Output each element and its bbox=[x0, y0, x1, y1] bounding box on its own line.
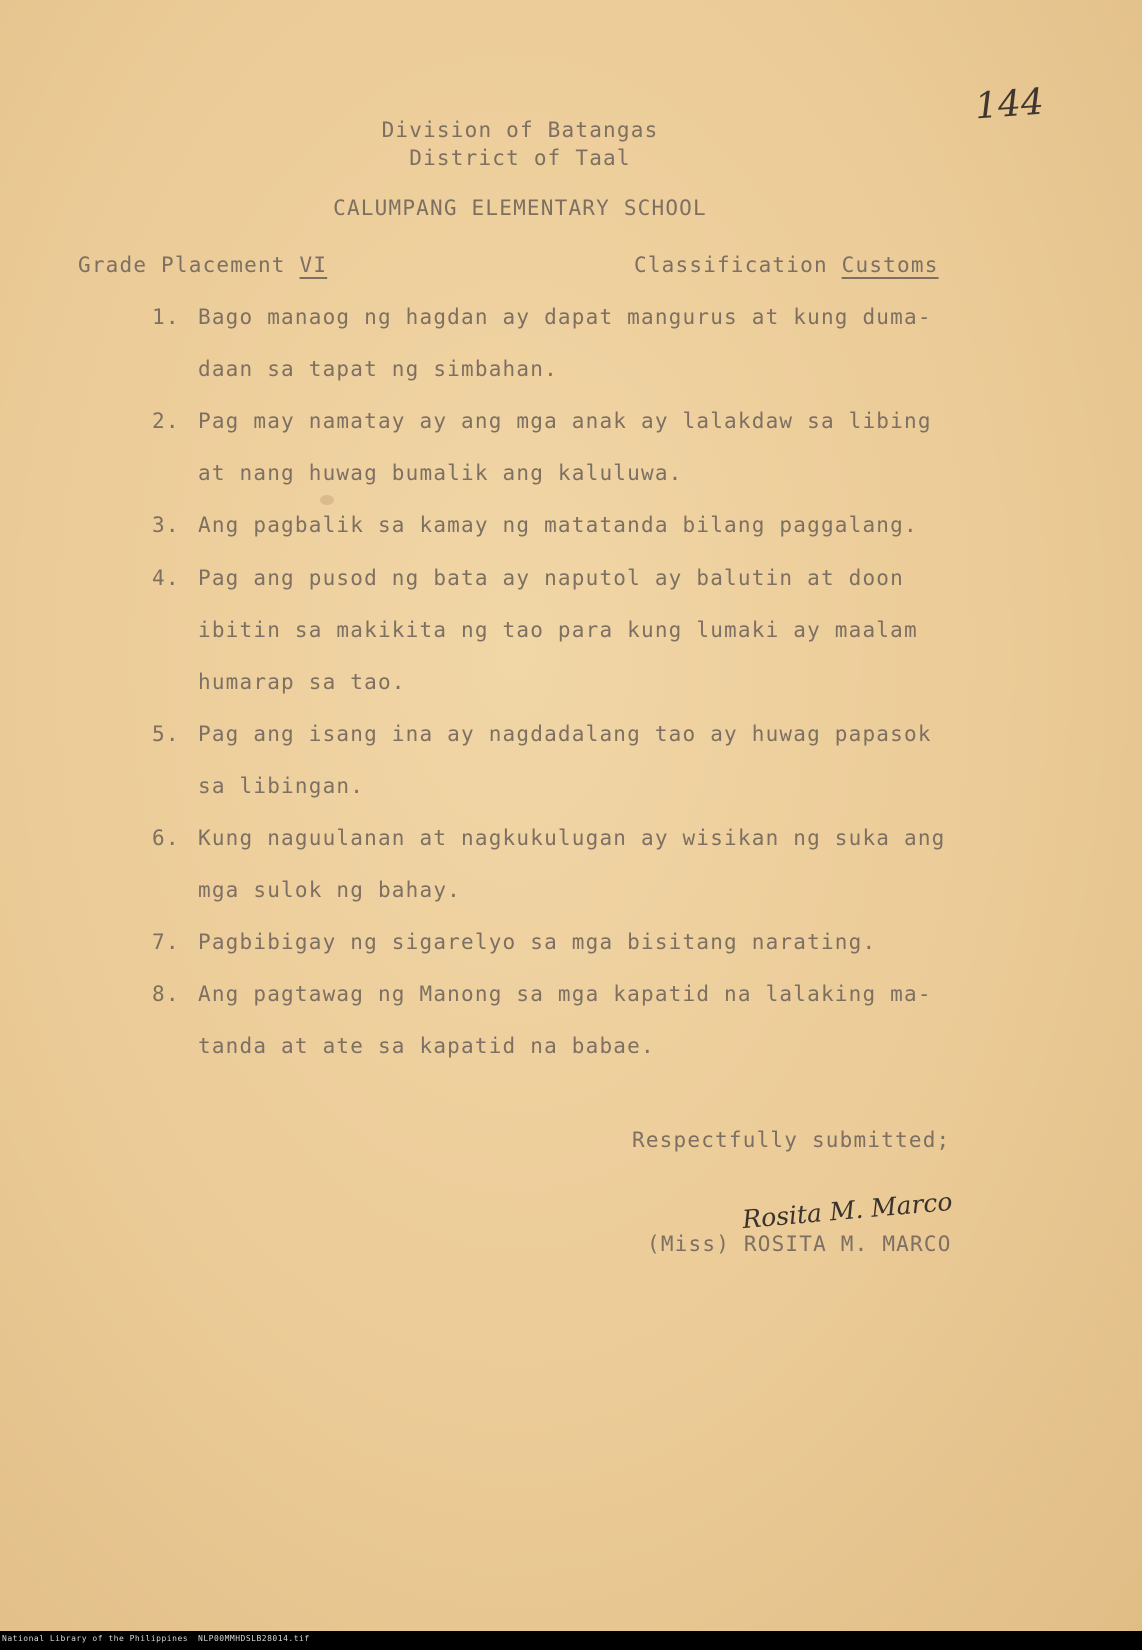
item-number: 2. bbox=[152, 409, 180, 433]
classification-value: Customs bbox=[841, 253, 939, 277]
item-line: at nang huwag bumalik ang kaluluwa. bbox=[198, 461, 683, 485]
footer-filename: NLP00MMHDSLB28014.tif bbox=[198, 1634, 310, 1643]
signature: Rosita M. Marco bbox=[741, 1186, 954, 1235]
item-line: Kung naguulanan at nagkukulugan ay wisikan ng suka ang bbox=[198, 826, 946, 850]
item-line: Pag ang isang ina ay nagdadalang tao ay huwag papasok bbox=[198, 722, 932, 746]
item-number: 8. bbox=[152, 982, 180, 1006]
footer-library: National Library of the Philippines bbox=[2, 1634, 189, 1643]
division-heading: Division of Batangas bbox=[381, 118, 659, 142]
item-line: sa libingan. bbox=[198, 774, 365, 798]
grade-value: VI bbox=[299, 253, 328, 277]
district-heading: District of Taal bbox=[409, 146, 631, 170]
item-number: 6. bbox=[152, 826, 180, 850]
item-line: Pagbibigay ng sigarelyo sa mga bisitang narating. bbox=[198, 930, 877, 954]
signatory-name: (Miss) ROSITA M. MARCO bbox=[647, 1232, 952, 1256]
school-heading: CALUMPANG ELEMENTARY SCHOOL bbox=[333, 196, 707, 220]
item-number: 4. bbox=[152, 566, 180, 590]
respectfully-submitted: Respectfully submitted; bbox=[632, 1128, 951, 1152]
item-number: 3. bbox=[152, 513, 180, 537]
grade-label: Grade Placement bbox=[78, 253, 286, 277]
item-line: Pag ang pusod ng bata ay naputol ay balutin at doon bbox=[198, 566, 904, 590]
item-line: daan sa tapat ng simbahan. bbox=[198, 357, 558, 381]
item-line: humarap sa tao. bbox=[198, 670, 406, 694]
page-number: 144 bbox=[973, 81, 1046, 128]
item-line: Bago manaog ng hagdan ay dapat mangurus at kung duma- bbox=[198, 305, 932, 329]
ink-smudge bbox=[320, 495, 334, 505]
item-number: 7. bbox=[152, 930, 180, 954]
classification bbox=[634, 253, 939, 277]
item-number: 1. bbox=[152, 305, 180, 329]
item-number: 5. bbox=[152, 722, 180, 746]
classification-label: Classification bbox=[634, 253, 828, 277]
grade-placement bbox=[78, 253, 327, 277]
item-line: Pag may namatay ay ang mga anak ay lalakdaw sa libing bbox=[198, 409, 932, 433]
item-line: Ang pagtawag ng Manong sa mga kapatid na lalaking ma- bbox=[198, 982, 932, 1006]
item-line: mga sulok ng bahay. bbox=[198, 878, 462, 902]
item-line: ibitin sa makikita ng tao para kung lumaki ay maalam bbox=[198, 618, 918, 642]
item-line: Ang pagbalik sa kamay ng matatanda bilang paggalang. bbox=[198, 513, 918, 537]
item-line: tanda at ate sa kapatid na babae. bbox=[198, 1034, 655, 1058]
